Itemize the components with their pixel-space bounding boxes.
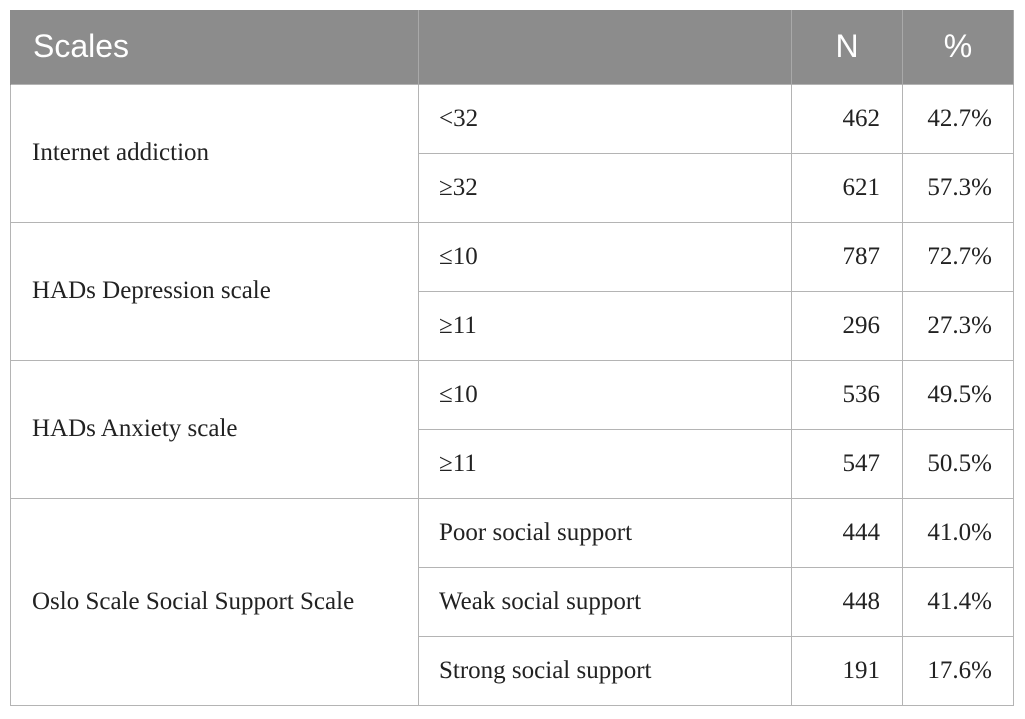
percent-cell: 42.7% [903, 84, 1014, 153]
n-cell: 547 [792, 429, 903, 498]
header-category [419, 10, 792, 84]
header-row [11, 10, 1014, 84]
category-cell: ≥32 [419, 153, 792, 222]
percent-cell: 27.3% [903, 291, 1014, 360]
category-cell: Weak social support [419, 567, 792, 636]
n-cell: 444 [792, 498, 903, 567]
scales-table [10, 10, 1014, 706]
scale-name-cell: Internet addiction [11, 84, 419, 222]
table-header [11, 10, 1014, 84]
table-row [11, 84, 1014, 153]
category-cell: <32 [419, 84, 792, 153]
percent-cell: 72.7% [903, 222, 1014, 291]
percent-cell: 57.3% [903, 153, 1014, 222]
percent-cell: 49.5% [903, 360, 1014, 429]
scale-name-cell: HADs Anxiety scale [11, 360, 419, 498]
table-row [11, 498, 1014, 567]
n-cell: 621 [792, 153, 903, 222]
scale-name-cell: Oslo Scale Social Support Scale [11, 498, 419, 705]
n-cell: 448 [792, 567, 903, 636]
category-cell: Strong social support [419, 636, 792, 705]
table-body [11, 84, 1014, 705]
category-cell: ≤10 [419, 360, 792, 429]
header-percent: % [903, 10, 1014, 84]
n-cell: 462 [792, 84, 903, 153]
percent-cell: 50.5% [903, 429, 1014, 498]
category-cell: ≥11 [419, 291, 792, 360]
n-cell: 787 [792, 222, 903, 291]
header-n: N [792, 10, 903, 84]
table-row [11, 360, 1014, 429]
percent-cell: 41.0% [903, 498, 1014, 567]
category-cell: Poor social support [419, 498, 792, 567]
n-cell: 296 [792, 291, 903, 360]
n-cell: 536 [792, 360, 903, 429]
header-scales: Scales [11, 10, 419, 84]
category-cell: ≥11 [419, 429, 792, 498]
table-row [11, 222, 1014, 291]
scale-name-cell: HADs Depression scale [11, 222, 419, 360]
percent-cell: 41.4% [903, 567, 1014, 636]
percent-cell: 17.6% [903, 636, 1014, 705]
category-cell: ≤10 [419, 222, 792, 291]
n-cell: 191 [792, 636, 903, 705]
